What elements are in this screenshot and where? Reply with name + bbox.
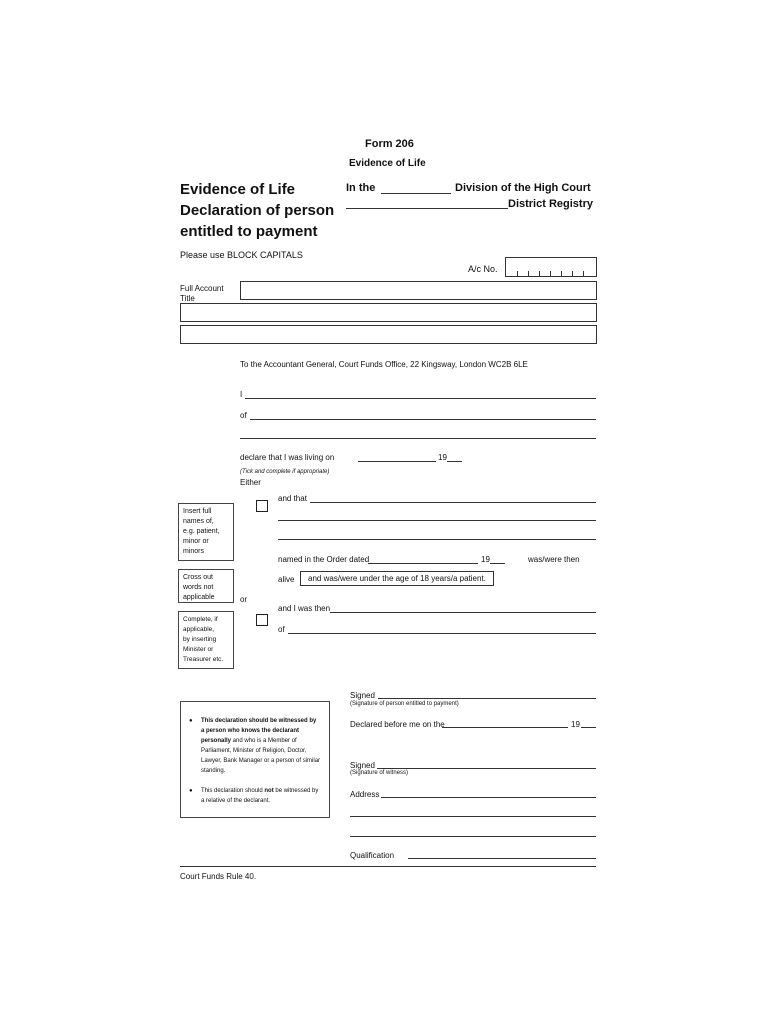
- qualification-label: Qualification: [350, 851, 395, 860]
- title-line-3: entitled to payment: [180, 223, 318, 240]
- and-i-was-then-label: and I was then: [278, 604, 331, 613]
- witness-signature-line[interactable]: [377, 768, 596, 769]
- witness-address-line-2[interactable]: [350, 816, 596, 817]
- either-label: Either: [240, 478, 261, 487]
- of-label: of: [240, 411, 247, 420]
- signed-label: Signed: [350, 691, 375, 700]
- registry-line[interactable]: [346, 208, 508, 209]
- option-or-checkbox[interactable]: [256, 614, 268, 626]
- declared-year-prefix: 19: [571, 720, 580, 729]
- tick-note: (Tick and complete if appropriate): [240, 469, 330, 475]
- address-label: Address: [350, 790, 380, 799]
- declarant-address-line-1[interactable]: [250, 419, 596, 420]
- cross-out-note: Cross out words not applicable: [178, 569, 234, 603]
- form-subtitle: Evidence of Life: [349, 158, 426, 169]
- declared-year-line[interactable]: [581, 727, 596, 728]
- qualification-line[interactable]: [408, 858, 596, 859]
- names-line-1[interactable]: [310, 502, 596, 503]
- i-label: I: [240, 390, 243, 399]
- living-year-prefix: 19: [438, 453, 447, 462]
- declarant-address-line-2[interactable]: [240, 438, 596, 439]
- declared-before-label: Declared before me on the: [350, 720, 445, 729]
- and-that-label: and that: [278, 494, 307, 503]
- or-label: or: [240, 595, 248, 604]
- was-were-then-label: was/were then: [528, 555, 580, 564]
- block-capitals-instruction: Please use BLOCK CAPITALS: [180, 250, 303, 260]
- living-year-line[interactable]: [447, 461, 462, 462]
- declared-date-line[interactable]: [442, 727, 568, 728]
- living-date-line[interactable]: [358, 461, 436, 462]
- option-either-checkbox[interactable]: [256, 500, 268, 512]
- court-division: Division of the High Court: [455, 182, 591, 194]
- court-in-the: In the: [346, 182, 376, 194]
- of-label-2: of: [278, 625, 285, 634]
- order-date-line[interactable]: [368, 563, 478, 564]
- title-line-1: Evidence of Life: [180, 181, 296, 198]
- witness-address-line-3[interactable]: [350, 836, 596, 837]
- named-in-order-label: named in the Order dated: [278, 555, 370, 564]
- declare-living-label: declare that I was living on: [240, 453, 335, 462]
- account-title-field-2[interactable]: [180, 303, 597, 322]
- witness-bullet-1: ● This declaration should be witnessed by a person who knows the declarant personally and who is a Member of Parliament, Minister of Religion, Doctor, Lawyer, Bank Manager or a person of similar standing.: [189, 718, 321, 774]
- complete-note: Complete, if applicable, by inserting Minister or Treasurer etc.: [178, 611, 234, 669]
- footer-rule: [180, 866, 596, 867]
- form-number: Form 206: [365, 138, 414, 150]
- division-line[interactable]: [381, 193, 451, 194]
- position-line[interactable]: [330, 612, 596, 613]
- declarant-name-line[interactable]: [245, 398, 596, 399]
- order-year-line[interactable]: [490, 563, 505, 564]
- insert-names-note: Insert full names of, e.g. patient, minor or minors: [178, 503, 234, 561]
- alive-label: alive: [278, 575, 295, 584]
- account-title-field-3[interactable]: [180, 325, 597, 344]
- title-line-2: Declaration of person: [180, 202, 335, 219]
- account-title-field-1[interactable]: [240, 281, 597, 300]
- names-line-3[interactable]: [278, 539, 596, 540]
- witness-caption: (Signature of witness): [350, 770, 409, 776]
- names-line-2[interactable]: [278, 520, 596, 521]
- witness-address-line-1[interactable]: [381, 797, 596, 798]
- page-title: [180, 179, 334, 242]
- position-of-line[interactable]: [288, 633, 596, 634]
- footer-rule-text: Court Funds Rule 40.: [180, 872, 257, 881]
- declarant-signature-line[interactable]: [378, 698, 596, 699]
- order-year-prefix: 19: [481, 555, 490, 564]
- ac-no-field[interactable]: [505, 257, 597, 277]
- witness-bullet-2: ● This declaration should not be witnessed by a relative of the declarant.: [189, 788, 319, 804]
- ac-no-label: A/c No.: [468, 264, 498, 274]
- signed-caption: (Signature of person entitled to payment): [350, 701, 459, 707]
- addressee: To the Accountant General, Court Funds Office, 22 Kingsway, London WC2B 6LE: [240, 360, 528, 369]
- under-age-box: and was/were under the age of 18 years/a patient.: [300, 571, 494, 586]
- court-registry: District Registry: [508, 198, 593, 210]
- full-account-title-label: Full Account Title: [180, 284, 224, 303]
- witness-guidance-note: [180, 701, 330, 818]
- witness-signed-label: Signed: [350, 761, 375, 770]
